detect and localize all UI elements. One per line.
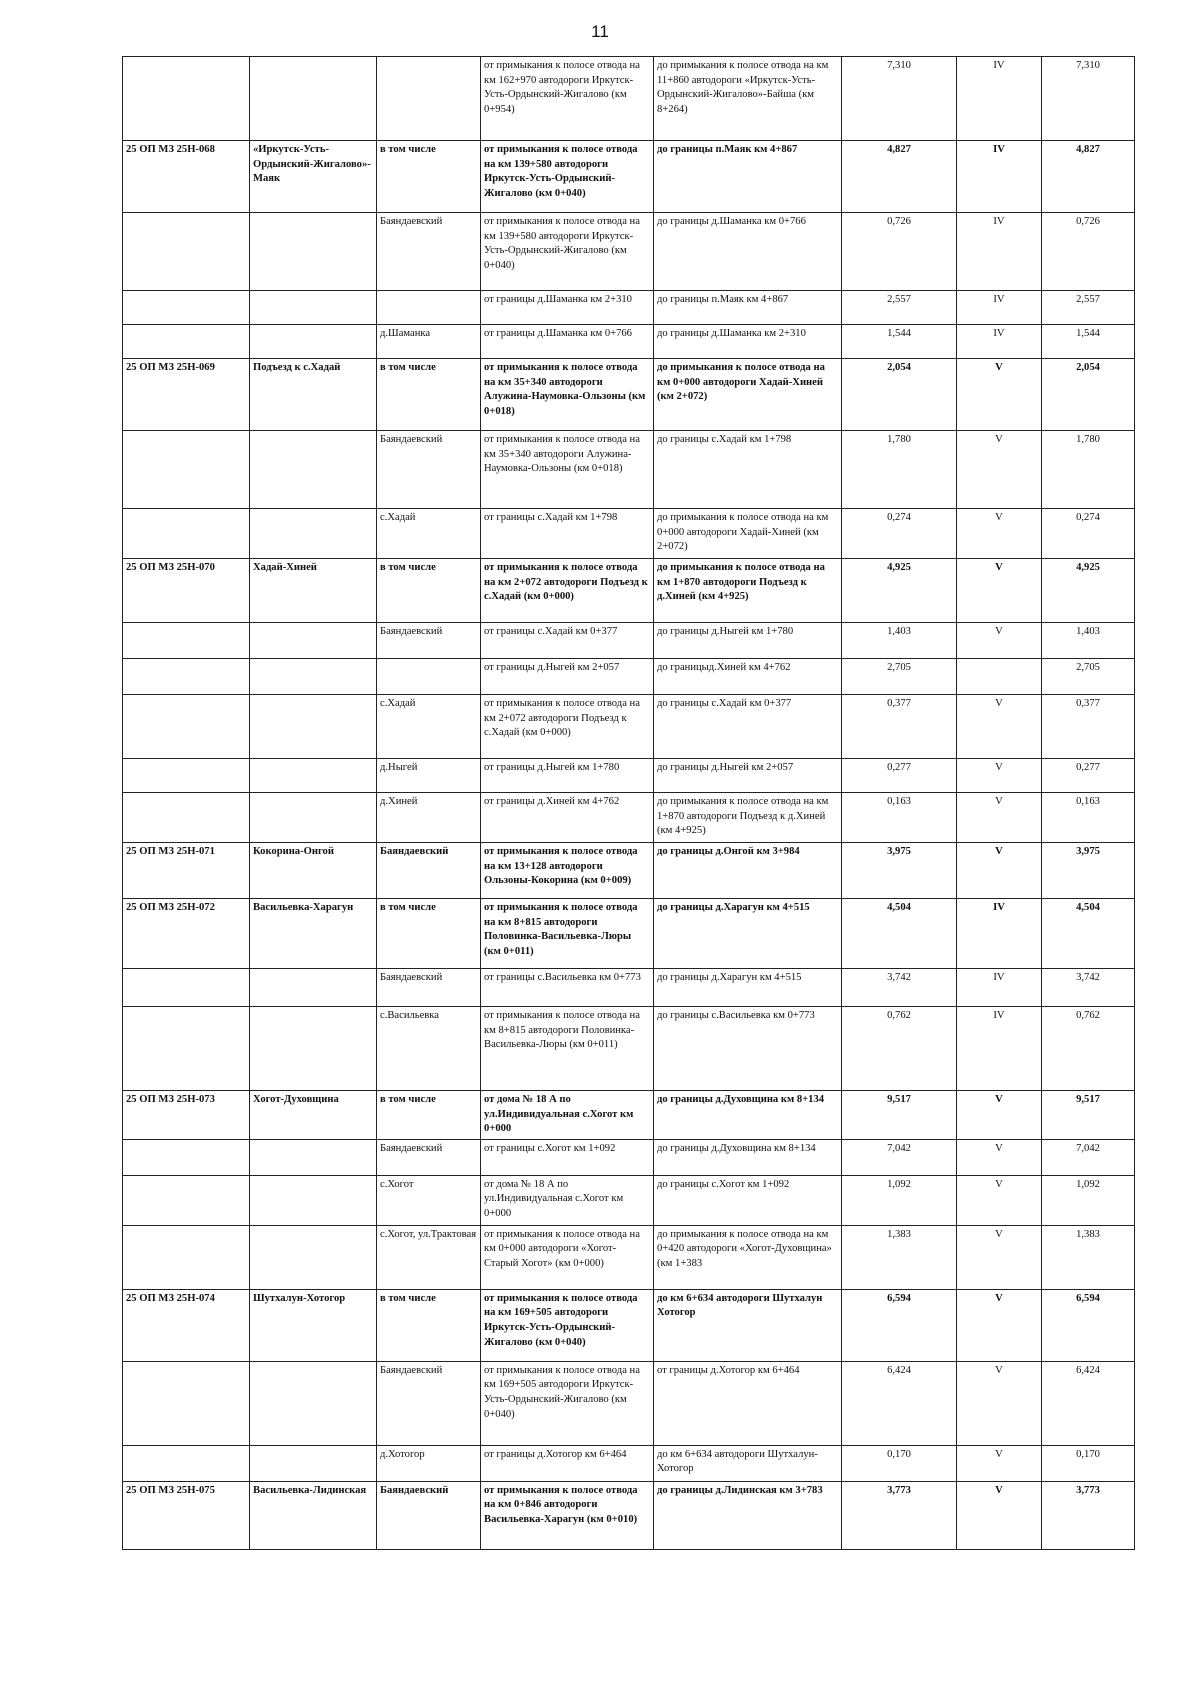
total-cell: 2,705 <box>1042 659 1135 695</box>
total-cell: 3,975 <box>1042 843 1135 899</box>
road-id-cell <box>123 659 250 695</box>
table-row <box>123 969 1135 1007</box>
from-cell: от примыкания к полосе отвода на км 0+000 автодороги «Хогот-Старый Хогот» (км 0+000) <box>481 1225 654 1289</box>
table-row <box>123 291 1135 325</box>
road-id-cell <box>123 1361 250 1445</box>
to-cell: до границы с.Васильевка км 0+773 <box>654 1007 842 1091</box>
section-cell: Баяндаевский <box>377 213 481 291</box>
road-id-cell: 25 ОП МЗ 25Н-068 <box>123 141 250 213</box>
from-cell: от примыкания к полосе отвода на км 139+580 автодороги Иркутск-Усть-Ордынский-Жигалово (км 0+040) <box>481 213 654 291</box>
road-id-cell <box>123 431 250 509</box>
from-cell: от границы д.Хотогор км 6+464 <box>481 1445 654 1481</box>
table-group-row <box>123 559 1135 623</box>
table-row <box>123 509 1135 559</box>
road-name-cell <box>250 431 377 509</box>
table-group-row <box>123 1289 1135 1361</box>
section-cell: в том числе <box>377 899 481 969</box>
length-cell: 0,170 <box>842 1445 957 1481</box>
road-id-cell <box>123 793 250 843</box>
category-cell: IV <box>957 969 1042 1007</box>
road-id-cell <box>123 1139 250 1175</box>
length-cell: 9,517 <box>842 1091 957 1140</box>
road-id-cell <box>123 623 250 659</box>
from-cell: от примыкания к полосе отвода на км 169+505 автодороги Иркутск-Усть-Ордынский-Жигалово (км 0+040) <box>481 1289 654 1361</box>
section-cell: д.Шаманка <box>377 325 481 359</box>
table-row <box>123 1361 1135 1445</box>
road-id-cell: 25 ОП МЗ 25Н-075 <box>123 1481 250 1549</box>
category-cell: V <box>957 1289 1042 1361</box>
category-cell: IV <box>957 291 1042 325</box>
to-cell: до примыкания к полосе отвода на км 1+870 автодороги Подъезд к д.Хиней (км 4+925) <box>654 559 842 623</box>
road-id-cell <box>123 695 250 759</box>
total-cell: 1,092 <box>1042 1175 1135 1225</box>
total-cell: 2,054 <box>1042 359 1135 431</box>
total-cell: 0,277 <box>1042 759 1135 793</box>
length-cell: 0,274 <box>842 509 957 559</box>
table-row <box>123 793 1135 843</box>
to-cell: до км 6+634 автодороги Шутхалун Хотогор <box>654 1289 842 1361</box>
category-cell: V <box>957 1091 1042 1140</box>
total-cell: 0,762 <box>1042 1007 1135 1091</box>
length-cell: 0,377 <box>842 695 957 759</box>
length-cell: 1,780 <box>842 431 957 509</box>
road-id-cell <box>123 1445 250 1481</box>
to-cell: до границы д.Лидинская км 3+783 <box>654 1481 842 1549</box>
from-cell: от примыкания к полосе отвода на км 0+846 автодороги Васильевка-Харагун (км 0+010) <box>481 1481 654 1549</box>
category-cell: V <box>957 843 1042 899</box>
from-cell: от границы д.Хиней км 4+762 <box>481 793 654 843</box>
category-cell: V <box>957 359 1042 431</box>
length-cell: 0,762 <box>842 1007 957 1091</box>
category-cell: V <box>957 1481 1042 1549</box>
length-cell: 4,827 <box>842 141 957 213</box>
length-cell: 1,403 <box>842 623 957 659</box>
section-cell: Баяндаевский <box>377 431 481 509</box>
road-name-cell: Васильевка-Харагун <box>250 899 377 969</box>
road-name-cell <box>250 1361 377 1445</box>
road-id-cell <box>123 57 250 141</box>
section-cell: с.Васильевка <box>377 1007 481 1091</box>
category-cell: IV <box>957 325 1042 359</box>
section-cell: в том числе <box>377 1091 481 1140</box>
total-cell: 0,274 <box>1042 509 1135 559</box>
section-cell: д.Хиней <box>377 793 481 843</box>
from-cell: от примыкания к полосе отвода на км 13+128 автодороги Ользоны-Кокорина (км 0+009) <box>481 843 654 899</box>
length-cell: 3,742 <box>842 969 957 1007</box>
road-name-cell: Кокорина-Онгой <box>250 843 377 899</box>
from-cell: от границы д.Шаманка км 2+310 <box>481 291 654 325</box>
table-row <box>123 1445 1135 1481</box>
section-cell: Баяндаевский <box>377 1139 481 1175</box>
to-cell: до границы д.Шаманка км 2+310 <box>654 325 842 359</box>
page-number: 11 <box>591 22 609 41</box>
road-id-cell <box>123 1175 250 1225</box>
table-row <box>123 759 1135 793</box>
category-cell: V <box>957 1175 1042 1225</box>
section-cell: в том числе <box>377 141 481 213</box>
from-cell: от дома № 18 А по ул.Индивидуальная с.Хогот км 0+000 <box>481 1091 654 1140</box>
length-cell: 2,054 <box>842 359 957 431</box>
length-cell: 2,557 <box>842 291 957 325</box>
category-cell: V <box>957 759 1042 793</box>
section-cell <box>377 291 481 325</box>
table-group-row <box>123 1091 1135 1140</box>
to-cell: до км 6+634 автодороги Шутхалун-Хотогор <box>654 1445 842 1481</box>
road-id-cell: 25 ОП МЗ 25Н-073 <box>123 1091 250 1140</box>
from-cell: от примыкания к полосе отвода на км 35+340 автодороги Алужина-Наумовка-Ользоны (км 0+018) <box>481 431 654 509</box>
total-cell: 1,544 <box>1042 325 1135 359</box>
length-cell: 3,975 <box>842 843 957 899</box>
road-name-cell <box>250 1225 377 1289</box>
road-name-cell <box>250 1175 377 1225</box>
total-cell: 9,517 <box>1042 1091 1135 1140</box>
total-cell: 1,403 <box>1042 623 1135 659</box>
road-id-cell: 25 ОП МЗ 25Н-074 <box>123 1289 250 1361</box>
category-cell: IV <box>957 213 1042 291</box>
section-cell: д.Хотогор <box>377 1445 481 1481</box>
from-cell: от границы с.Хогот км 1+092 <box>481 1139 654 1175</box>
section-cell: Баяндаевский <box>377 843 481 899</box>
length-cell: 7,042 <box>842 1139 957 1175</box>
to-cell: до границы д.Харагун км 4+515 <box>654 899 842 969</box>
total-cell: 2,557 <box>1042 291 1135 325</box>
table-group-row <box>123 1481 1135 1549</box>
section-cell: д.Ныгей <box>377 759 481 793</box>
category-cell: V <box>957 431 1042 509</box>
total-cell: 1,780 <box>1042 431 1135 509</box>
road-name-cell <box>250 1139 377 1175</box>
total-cell: 6,424 <box>1042 1361 1135 1445</box>
road-name-cell: Хогот-Духовщина <box>250 1091 377 1140</box>
from-cell: от примыкания к полосе отвода на км 8+815 автодороги Половинка-Васильевка-Люры (км 0+011) <box>481 899 654 969</box>
from-cell: от дома № 18 А по ул.Индивидуальная с.Хогот км 0+000 <box>481 1175 654 1225</box>
section-cell: Баяндаевский <box>377 1481 481 1549</box>
section-cell: с.Хогот, ул.Трактовая <box>377 1225 481 1289</box>
section-cell: с.Хадай <box>377 695 481 759</box>
category-cell: V <box>957 623 1042 659</box>
road-name-cell <box>250 57 377 141</box>
table-group-row <box>123 359 1135 431</box>
road-id-cell <box>123 759 250 793</box>
road-name-cell <box>250 759 377 793</box>
length-cell: 6,424 <box>842 1361 957 1445</box>
total-cell: 7,310 <box>1042 57 1135 141</box>
category-cell: V <box>957 793 1042 843</box>
road-id-cell <box>123 291 250 325</box>
length-cell: 1,092 <box>842 1175 957 1225</box>
road-id-cell <box>123 509 250 559</box>
to-cell: до границы п.Маяк км 4+867 <box>654 141 842 213</box>
category-cell <box>957 659 1042 695</box>
road-name-cell <box>250 213 377 291</box>
road-id-cell: 25 ОП МЗ 25Н-072 <box>123 899 250 969</box>
section-cell: в том числе <box>377 559 481 623</box>
to-cell: до границы д.Онгой км 3+984 <box>654 843 842 899</box>
total-cell: 7,042 <box>1042 1139 1135 1175</box>
length-cell: 6,594 <box>842 1289 957 1361</box>
road-name-cell: Подъезд к с.Хадай <box>250 359 377 431</box>
to-cell: до границы с.Хадай км 0+377 <box>654 695 842 759</box>
to-cell: до границы д.Ныгей км 2+057 <box>654 759 842 793</box>
road-name-cell <box>250 1007 377 1091</box>
total-cell: 0,377 <box>1042 695 1135 759</box>
category-cell: V <box>957 1361 1042 1445</box>
length-cell: 7,310 <box>842 57 957 141</box>
road-name-cell: Васильевка-Лидинская <box>250 1481 377 1549</box>
to-cell: до границы с.Хогот км 1+092 <box>654 1175 842 1225</box>
section-cell: в том числе <box>377 1289 481 1361</box>
road-name-cell <box>250 1445 377 1481</box>
from-cell: от границы д.Ныгей км 1+780 <box>481 759 654 793</box>
to-cell: до границыд.Хиней км 4+762 <box>654 659 842 695</box>
table-row <box>123 1225 1135 1289</box>
to-cell: до границы д.Духовщина км 8+134 <box>654 1091 842 1140</box>
road-name-cell <box>250 509 377 559</box>
total-cell: 4,827 <box>1042 141 1135 213</box>
length-cell: 0,726 <box>842 213 957 291</box>
section-cell: Баяндаевский <box>377 623 481 659</box>
table-row <box>123 431 1135 509</box>
category-cell: IV <box>957 1007 1042 1091</box>
from-cell: от границы с.Васильевка км 0+773 <box>481 969 654 1007</box>
category-cell: IV <box>957 899 1042 969</box>
from-cell: от границы с.Хадай км 1+798 <box>481 509 654 559</box>
table-row <box>123 57 1135 141</box>
table-row <box>123 1139 1135 1175</box>
section-cell: в том числе <box>377 359 481 431</box>
from-cell: от границы д.Ныгей км 2+057 <box>481 659 654 695</box>
table-row <box>123 213 1135 291</box>
category-cell: IV <box>957 57 1042 141</box>
table-group-row <box>123 899 1135 969</box>
length-cell: 0,277 <box>842 759 957 793</box>
table-group-row <box>123 843 1135 899</box>
length-cell: 0,163 <box>842 793 957 843</box>
total-cell: 3,773 <box>1042 1481 1135 1549</box>
table-group-row <box>123 141 1135 213</box>
road-name-cell <box>250 291 377 325</box>
roads-table <box>122 56 1135 1550</box>
to-cell: от границы д.Хотогор км 6+464 <box>654 1361 842 1445</box>
road-name-cell <box>250 659 377 695</box>
road-name-cell <box>250 969 377 1007</box>
category-cell: V <box>957 1225 1042 1289</box>
category-cell: V <box>957 1445 1042 1481</box>
to-cell: до границы д.Ныгей км 1+780 <box>654 623 842 659</box>
from-cell: от примыкания к полосе отвода на км 169+505 автодороги Иркутск-Усть-Ордынский-Жигалово (км 0+040) <box>481 1361 654 1445</box>
to-cell: до примыкания к полосе отвода на км 11+860 автодороги «Иркутск-Усть-Ордынский-Жигалово»-Байша (км 8+264) <box>654 57 842 141</box>
total-cell: 4,504 <box>1042 899 1135 969</box>
length-cell: 4,504 <box>842 899 957 969</box>
table-row <box>123 1175 1135 1225</box>
section-cell: Баяндаевский <box>377 969 481 1007</box>
section-cell: с.Хогот <box>377 1175 481 1225</box>
section-cell <box>377 57 481 141</box>
from-cell: от примыкания к полосе отвода на км 2+072 автодороги Подъезд к с.Хадай (км 0+000) <box>481 695 654 759</box>
category-cell: V <box>957 559 1042 623</box>
road-name-cell <box>250 695 377 759</box>
total-cell: 4,925 <box>1042 559 1135 623</box>
length-cell: 2,705 <box>842 659 957 695</box>
total-cell: 0,726 <box>1042 213 1135 291</box>
to-cell: до примыкания к полосе отвода на км 0+000 автодороги Хадай-Хиней (км 2+072) <box>654 359 842 431</box>
road-name-cell <box>250 325 377 359</box>
road-id-cell <box>123 1007 250 1091</box>
road-name-cell: Хадай-Хиней <box>250 559 377 623</box>
total-cell: 0,163 <box>1042 793 1135 843</box>
road-name-cell <box>250 623 377 659</box>
to-cell: до примыкания к полосе отвода на км 0+000 автодороги Хадай-Хиней (км 2+072) <box>654 509 842 559</box>
from-cell: от границы с.Хадай км 0+377 <box>481 623 654 659</box>
table-row <box>123 1007 1135 1091</box>
to-cell: до примыкания к полосе отвода на км 0+420 автодороги «Хогот-Духовщина» (км 1+383 <box>654 1225 842 1289</box>
road-id-cell <box>123 325 250 359</box>
table-row <box>123 659 1135 695</box>
from-cell: от примыкания к полосе отвода на км 2+072 автодороги Подъезд к с.Хадай (км 0+000) <box>481 559 654 623</box>
to-cell: до границы д.Духовщина км 8+134 <box>654 1139 842 1175</box>
from-cell: от границы д.Шаманка км 0+766 <box>481 325 654 359</box>
total-cell: 0,170 <box>1042 1445 1135 1481</box>
table-row <box>123 695 1135 759</box>
to-cell: до примыкания к полосе отвода на км 1+870 автодороги Подъезд к д.Хиней (км 4+925) <box>654 793 842 843</box>
to-cell: до границы п.Маяк км 4+867 <box>654 291 842 325</box>
total-cell: 6,594 <box>1042 1289 1135 1361</box>
to-cell: до границы д.Шаманка км 0+766 <box>654 213 842 291</box>
road-id-cell <box>123 969 250 1007</box>
to-cell: до границы д.Харагун км 4+515 <box>654 969 842 1007</box>
section-cell: Баяндаевский <box>377 1361 481 1445</box>
length-cell: 1,544 <box>842 325 957 359</box>
length-cell: 4,925 <box>842 559 957 623</box>
road-id-cell <box>123 213 250 291</box>
road-name-cell <box>250 793 377 843</box>
from-cell: от примыкания к полосе отвода на км 35+340 автодороги Алужина-Наумовка-Ользоны (км 0+018) <box>481 359 654 431</box>
category-cell: V <box>957 509 1042 559</box>
table-row <box>123 623 1135 659</box>
total-cell: 3,742 <box>1042 969 1135 1007</box>
total-cell: 1,383 <box>1042 1225 1135 1289</box>
category-cell: V <box>957 1139 1042 1175</box>
road-name-cell: Шутхалун-Хотогор <box>250 1289 377 1361</box>
from-cell: от примыкания к полосе отвода на км 139+580 автодороги Иркутск-Усть-Ордынский-Жигалово (км 0+040) <box>481 141 654 213</box>
category-cell: IV <box>957 141 1042 213</box>
road-name-cell: «Иркутск-Усть-Ордынский-Жигалово»-Маяк <box>250 141 377 213</box>
road-id-cell: 25 ОП МЗ 25Н-069 <box>123 359 250 431</box>
length-cell: 3,773 <box>842 1481 957 1549</box>
to-cell: до границы с.Хадай км 1+798 <box>654 431 842 509</box>
section-cell: с.Хадай <box>377 509 481 559</box>
length-cell: 1,383 <box>842 1225 957 1289</box>
table-row <box>123 325 1135 359</box>
road-id-cell <box>123 1225 250 1289</box>
road-id-cell: 25 ОП МЗ 25Н-070 <box>123 559 250 623</box>
category-cell: V <box>957 695 1042 759</box>
road-id-cell: 25 ОП МЗ 25Н-071 <box>123 843 250 899</box>
section-cell <box>377 659 481 695</box>
from-cell: от примыкания к полосе отвода на км 162+970 автодороги Иркутск-Усть-Ордынский-Жигалово (км 0+954) <box>481 57 654 141</box>
from-cell: от примыкания к полосе отвода на км 8+815 автодороги Половинка-Васильевка-Люры (км 0+011) <box>481 1007 654 1091</box>
